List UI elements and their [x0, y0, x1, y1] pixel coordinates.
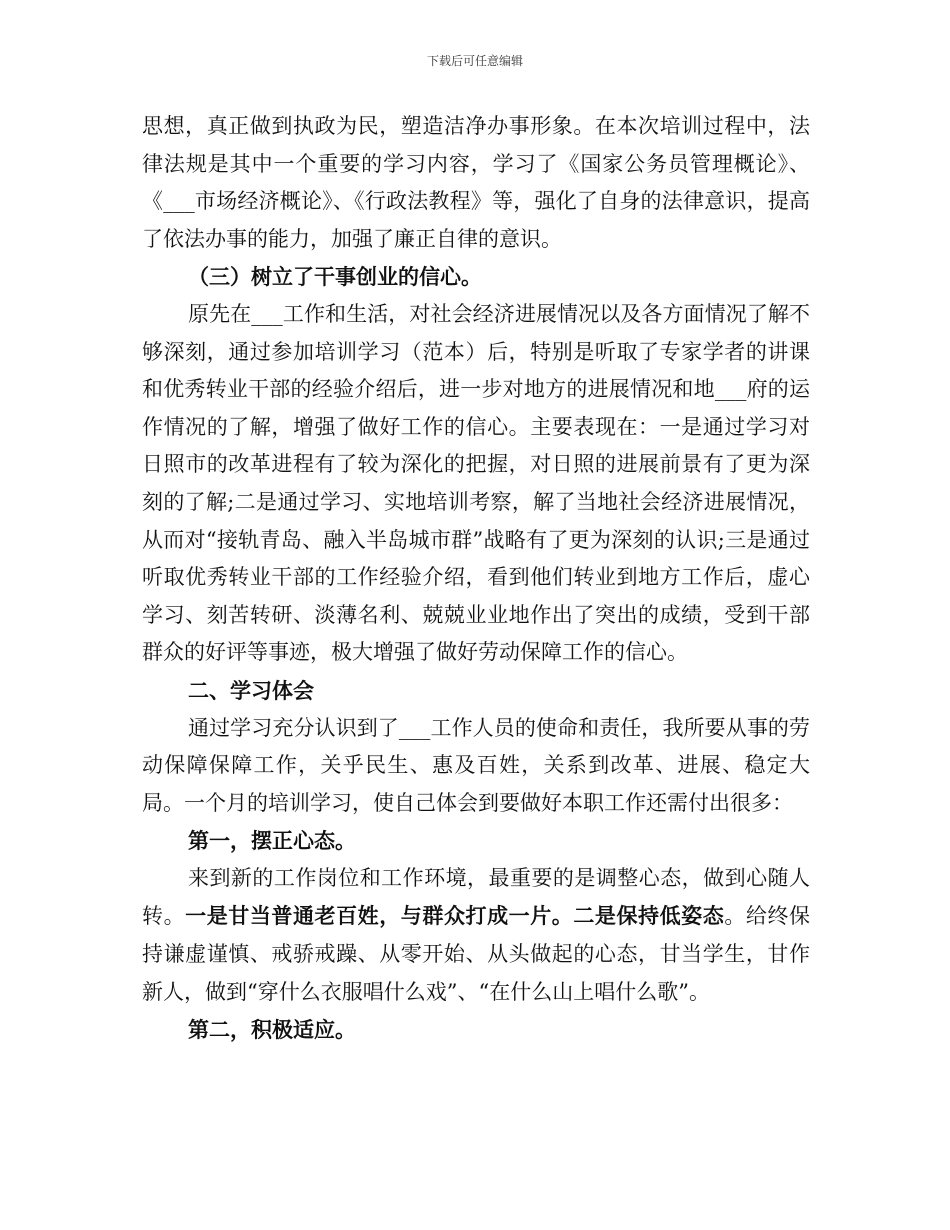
paragraph-study: 通过学习充分认识到了___工作人员的使命和责任，我所要从事的劳动保障保障工作，关乎民生、惠及百姓，关系到改革、进展、稳定大局。一个月的培训学习，使自己体会到要做好本职工作还需付出很多： [142, 715, 810, 815]
point-heading-2: 第二，积极适应。 [188, 1017, 356, 1043]
page-header: 下载后可任意编辑 [426, 54, 523, 68]
mindset-text-bold: 一是甘当普通老百姓，与群众打成一片。二是保持低姿态 [185, 903, 725, 929]
mindset-text-1: 来到新的工作岗位和工作环境，最重要的是调整心态，做到心随人转。 [142, 865, 810, 929]
section-heading-study: 二、学习体会 [188, 677, 314, 703]
paragraph-mindset [142, 860, 810, 1011]
mindset-text-3: 。给终保持谦虚谨慎、戒骄戒躁、从零开始、从头做起的心态，甘当学生，甘作新人，做到“穿什么衣服唱什么戏”、“在什么山上唱什么歌”。 [142, 904, 811, 1004]
point-heading-1: 第一，摆正心态。 [188, 828, 356, 854]
paragraph-confidence: 原先在___工作和生活，对社会经济进展情况以及各方面情况了解不够深刻，通过参加培训学习（范本）后，特别是听取了专家学者的讲课和优秀转业干部的经验介绍后，进一步对地方的进展情况和地___府的运作情况的了解，增强了做好工作的信心。主要表现在：一是通过学习对日照市的改革进程有了较为深化的把握，对日照的进展前景有了更为深刻的了解;二是通过学习、实地培训考察，解了当地社会经济进展情况，从而对“接轨青岛、融入半岛城市群”战略有了更为深刻的认识;三是通过听取优秀转业干部的工作经验介绍，看到他们转业到地方工作后，虚心学习、刻苦转研、淡薄名利、兢兢业业地作出了突出的成绩，受到干部群众的好评等事迹，极大增强了做好劳动保障工作的信心。 [142, 301, 810, 665]
paragraph-continuation: 思想，真正做到执政为民，塑造洁净办事形象。在本次培训过程中，法律法规是其中一个重要的学习内容，学习了《国家公务员管理概论》、《___市场经济概论》、《行政法教程》等，强化了自身的法律意识，提高了依法办事的能力，加强了廉正自律的意识。 [142, 114, 810, 251]
document-body [142, 108, 810, 1049]
section-heading-3: （三）树立了干事创业的信心。 [188, 264, 482, 290]
